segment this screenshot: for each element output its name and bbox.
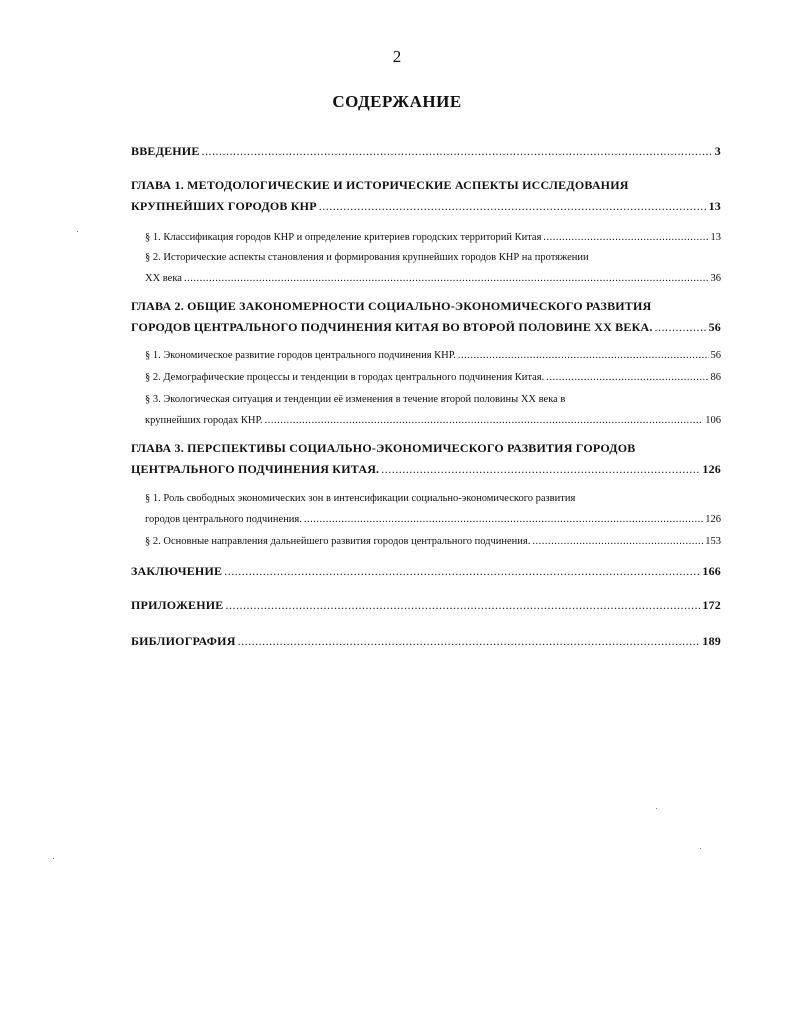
toc-page-number: 126 — [705, 514, 721, 525]
toc-line — [131, 631, 721, 652]
toc-page-number: 56 — [710, 350, 721, 361]
toc-entry-title-continued: городов центрального подчинения. — [145, 514, 302, 525]
dot-leader — [184, 268, 709, 289]
toc-entry-title: § 1. Роль свободных экономических зон в интенсификации социально-экономического развития — [145, 493, 576, 504]
dot-leader — [381, 459, 700, 480]
toc-line — [131, 296, 721, 317]
toc-line — [145, 488, 721, 509]
dot-leader — [304, 509, 703, 530]
toc-line — [145, 410, 721, 431]
scan-speck — [700, 848, 701, 849]
toc-entry-title-continued: КРУПНЕЙШИХ ГОРОДОВ КНР — [131, 199, 317, 213]
toc-entry-title: § 2. Демографические процессы и тенденции в городах центрального подчинения Китая. — [145, 372, 545, 383]
toc-entry-chapter-1[interactable] — [131, 175, 721, 217]
toc-entry-title: ПРИЛОЖЕНИЕ — [131, 598, 224, 612]
toc-line — [131, 141, 721, 162]
toc-page-number: 3 — [714, 144, 721, 158]
dot-leader — [458, 345, 709, 366]
toc-entry-title-continued: ГОРОДОВ ЦЕНТРАЛЬНОГО ПОДЧИНЕНИЯ КИТАЯ ВО ВТОРОЙ ПОЛОВИНЕ XX ВЕКА. — [131, 320, 653, 334]
dot-leader — [319, 196, 707, 217]
dot-leader — [655, 317, 707, 338]
toc-entry-chapter-2-section-1[interactable] — [145, 345, 721, 366]
toc-line — [145, 509, 721, 530]
toc-page-number: 189 — [702, 634, 721, 648]
toc-entry-bibliography[interactable] — [131, 631, 721, 652]
toc-page-number: 36 — [710, 273, 721, 284]
toc-line — [145, 345, 721, 366]
dot-leader — [546, 367, 708, 388]
toc-entry-title-continued: ЦЕНТРАЛЬНОГО ПОДЧИНЕНИЯ КИТАЯ. — [131, 462, 380, 476]
toc-entry-chapter-2-section-3[interactable] — [145, 389, 721, 431]
scan-speck — [53, 858, 54, 859]
dot-leader — [238, 631, 701, 652]
toc-page-number: 13 — [710, 232, 721, 243]
toc-entry-chapter-3-section-1[interactable] — [145, 488, 721, 530]
toc-line — [131, 317, 721, 338]
dot-leader — [226, 595, 701, 616]
toc-page-number: 153 — [705, 536, 721, 547]
toc-entry-title: ВВЕДЕНИЕ — [131, 144, 200, 158]
toc-line — [145, 367, 721, 388]
toc-entry-chapter-1-section-2[interactable] — [145, 247, 721, 289]
toc-line — [131, 438, 721, 459]
toc-entry-chapter-3[interactable] — [131, 438, 721, 480]
toc-line — [145, 268, 721, 289]
toc-entry-title: § 3. Экологическая ситуация и тенденции её изменения в течение второй половины XX века в — [145, 394, 566, 405]
toc-line — [145, 389, 721, 410]
toc-entry-chapter-1-section-1[interactable] — [145, 227, 721, 248]
toc-line — [145, 227, 721, 248]
toc-page-number: 166 — [702, 564, 721, 578]
toc-entry-chapter-3-section-2[interactable] — [145, 531, 721, 552]
toc-line — [131, 459, 721, 480]
toc-page-number: 172 — [702, 598, 721, 612]
toc-page-number: 56 — [708, 320, 721, 334]
toc-entry-title: § 2. Основные направления дальнейшего развития городов центрального подчинения. — [145, 536, 531, 547]
toc-entry-title: БИБЛИОГРАФИЯ — [131, 634, 236, 648]
toc-entry-chapter-2[interactable] — [131, 296, 721, 338]
toc-page-number: 13 — [708, 199, 721, 213]
page-title: СОДЕРЖАНИЕ — [332, 92, 462, 111]
toc-entry-title: § 1. Экономическое развитие городов центрального подчинения КНР. — [145, 350, 456, 361]
toc-entry-introduction[interactable] — [131, 141, 721, 162]
toc-line — [145, 247, 721, 268]
dot-leader — [202, 141, 713, 162]
dot-leader — [543, 227, 708, 248]
toc-page-number: 86 — [710, 372, 721, 383]
dot-leader — [224, 561, 700, 582]
page-number: 2 — [392, 47, 402, 66]
toc-entry-title: ГЛАВА 3. ПЕРСПЕКТИВЫ СОЦИАЛЬНО-ЭКОНОМИЧЕСКОГО РАЗВИТИЯ ГОРОДОВ — [131, 441, 636, 455]
toc-page-number: 126 — [702, 462, 721, 476]
toc-line — [131, 175, 721, 196]
toc-line — [131, 561, 721, 582]
toc-entry-title: § 1. Классификация городов КНР и определение критериев городских территорий Китая — [145, 232, 542, 243]
toc-entry-title: § 2. Исторические аспекты становления и формирования крупнейших городов КНР на протяжении — [145, 252, 589, 263]
toc-entry-title: ЗАКЛЮЧЕНИЕ — [131, 564, 223, 578]
toc-page-number: 106 — [705, 415, 721, 426]
scan-speck — [656, 808, 657, 809]
toc-entry-title: ГЛАВА 2. ОБЩИЕ ЗАКОНОМЕРНОСТИ СОЦИАЛЬНО-ЭКОНОМИЧЕСКОГО РАЗВИТИЯ — [131, 299, 652, 313]
dot-leader — [532, 531, 703, 552]
toc-entry-title-continued: XX века — [145, 273, 182, 284]
toc-line — [131, 595, 721, 616]
toc-entry-chapter-2-section-2[interactable] — [145, 367, 721, 388]
scan-speck — [77, 231, 78, 232]
toc-entry-conclusion[interactable] — [131, 561, 721, 582]
toc-line — [131, 196, 721, 217]
toc-line — [145, 531, 721, 552]
toc-entry-title: ГЛАВА 1. МЕТОДОЛОГИЧЕСКИЕ И ИСТОРИЧЕСКИЕ АСПЕКТЫ ИССЛЕДОВАНИЯ — [131, 178, 629, 192]
dot-leader — [265, 410, 704, 431]
toc-entry-appendix[interactable] — [131, 595, 721, 616]
toc-entry-title-continued: крупнейших городах КНР. — [145, 415, 263, 426]
